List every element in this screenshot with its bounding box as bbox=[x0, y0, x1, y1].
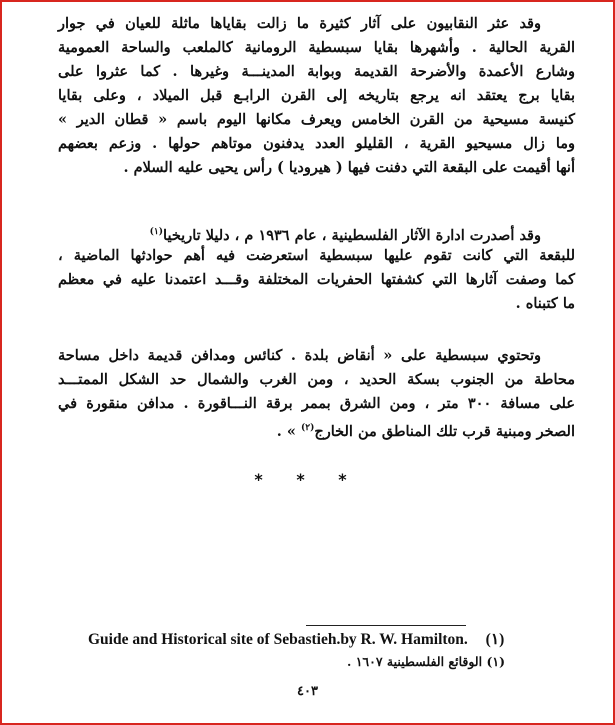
text-line: وقد عثر النقابيون على آثار كثيرة ما زالت بقاياها ماثلة للعيان في جوار bbox=[58, 15, 541, 32]
text-line bbox=[58, 220, 575, 244]
text-line: أنها أقيمت على البقعة التي دفنت فيها ( هيروديا ) رأس يحيى عليه السلام . bbox=[123, 159, 575, 176]
footnote-arabic: (١) الوقائع الفلسطينية ١٦٠٧ . bbox=[346, 654, 505, 669]
page-number: ٤٠٣ bbox=[297, 684, 318, 699]
line-text: وقد أصدرت ادارة الآثار الفلسطينية ، عام ١٩٣٦ م ، دليلا تاريخيا bbox=[163, 226, 541, 244]
footnote-mark: (٢) bbox=[301, 423, 315, 433]
paragraph-2 bbox=[58, 220, 575, 316]
text-line bbox=[58, 416, 575, 440]
section-separator: * * * bbox=[254, 470, 361, 489]
footnote-mark: (١) bbox=[149, 227, 164, 237]
closing-quote: » . bbox=[276, 422, 301, 440]
text-line: بقايا برج يعتقد انه يرجع بتاريخه إلى القرن الرابـع قبل الميلاد ، وعلى بقايا bbox=[58, 87, 575, 104]
text-line: محاطة من الجنوب بسكة الحديد ، ومن الغرب والشمال حد الشكل الممتـــد bbox=[58, 371, 575, 388]
text-line: كما وصفت آثارها التي كشفتها الحفريات المختلفة وقـــد اعتمدنا عليه في معظم bbox=[58, 271, 575, 288]
text-line: للبقعة التي كانت تقوم عليها سبسطية استعرضت فيه أهم حوادثها الماضية ، bbox=[58, 247, 575, 264]
text-line: كنيسة مسيحية من القرن الخامس ويعرف مكانها اليوم باسم « قطان الدير » bbox=[58, 111, 575, 128]
text-line: القرية الحالية . وأشهرها بقايا سبسطية الرومانية كالملعب والساحة العمومية bbox=[58, 39, 575, 56]
footnote-english-number: (١) bbox=[485, 631, 505, 648]
text-line: وما زال مسيحيو القرية ، القليلو العدد يدفنون موتاهم حولها . وزعم بعضهم bbox=[58, 135, 575, 152]
footnote-english bbox=[88, 630, 504, 649]
footnote-rule bbox=[306, 625, 466, 626]
text-line: وشارع الأعمدة والأضرحة القديمة وبوابة المدينـــة وغيرها . كما عثروا على bbox=[58, 63, 575, 80]
line-text: الصخر ومبنية قرب تلك المناطق من الخارج bbox=[314, 422, 575, 440]
paragraph-3 bbox=[58, 344, 575, 440]
text-line: على مسافة ٣٠٠ متر ، ومن الشرق بممر برقة النـــاقورة . مدافن منقورة في bbox=[58, 395, 575, 412]
text-line: ما كتبناه . bbox=[515, 295, 575, 312]
paragraph-1 bbox=[58, 12, 575, 180]
text-line: وتحتوي سبسطية على « أنقاض بلدة . كنائس ومدافن قديمة داخل مساحة bbox=[58, 347, 541, 364]
footnote-english-text: Guide and Historical site of Sebastieh.by R. W. Hamilton. bbox=[88, 631, 468, 648]
